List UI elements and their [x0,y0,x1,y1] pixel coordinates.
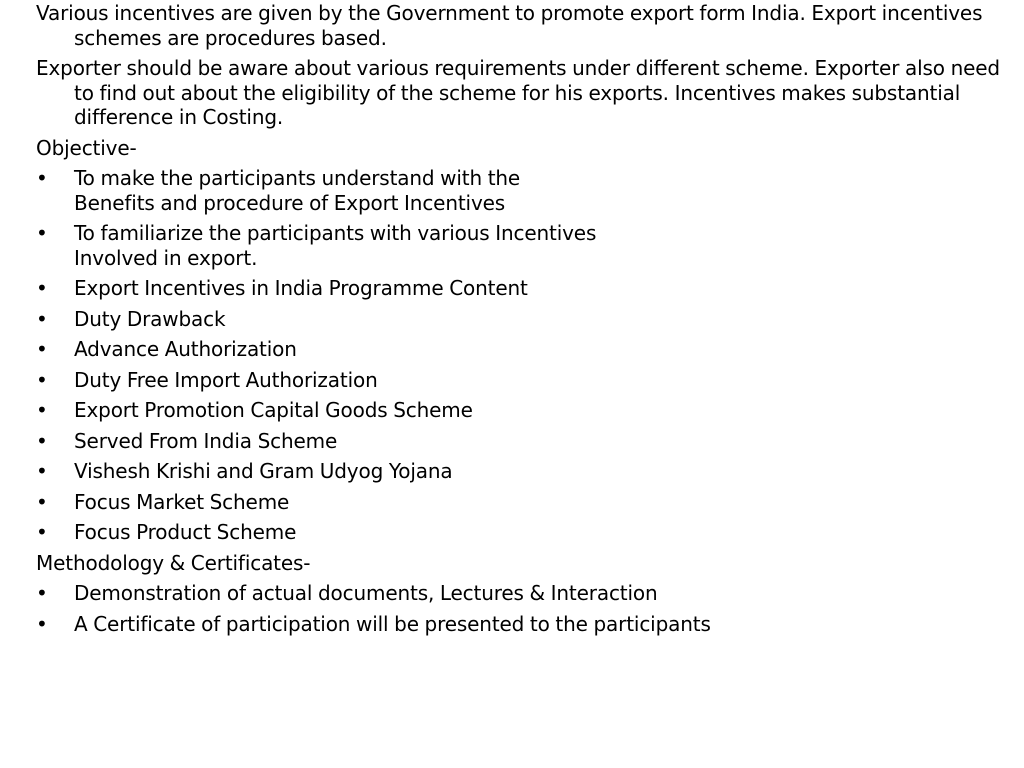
objective-item-line: Duty Drawback [74,306,226,331]
bullet-icon: • [36,221,48,245]
bullet-icon: • [36,306,48,331]
objective-item [36,337,1006,362]
methodology-item-line: A Certificate of participation will be presented to the participants [74,611,711,636]
objective-item [36,490,1006,515]
objective-heading: Objective- [36,135,137,160]
objective-item [36,221,1006,270]
bullet-icon: • [36,581,48,605]
objective-item [36,398,1006,423]
bullet-icon: • [36,459,48,483]
objective-item-line: To make the participants understand with the [74,166,521,190]
bullet-icon: • [36,520,48,544]
objective-item-line: Focus Product Scheme [74,520,297,544]
bullet-icon: • [36,166,48,190]
bullet-icon: • [36,489,48,514]
objective-item-line: Export Incentives in India Programme Content [74,276,528,300]
intro-paragraph: Various incentives are given by the Government to promote export form India. Export incentives schemes are procedures based. [36,1,983,50]
methodology-item [36,581,1006,606]
objective-item-line: To familiarize the participants with various Incentives [74,221,597,245]
objective-item-line: Focus Market Scheme [74,489,290,514]
bullet-icon: • [36,337,48,361]
bullet-icon: • [36,398,48,422]
objective-item [36,307,1006,332]
intro-paragraph: Exporter should be aware about various requirements under different scheme. Exporter also need to find out about the eligibility of the scheme for his exports. Incentives makes substantial difference in Costing. [36,56,1000,129]
objective-item [36,459,1006,484]
bullet-icon: • [36,367,48,392]
methodology-item-line: Demonstration of actual documents, Lectures & Interaction [74,581,658,605]
objective-item [36,429,1006,454]
objective-item [36,520,1006,545]
objective-item [36,368,1006,393]
objective-item [36,276,1006,301]
objective-item-line: Advance Authorization [74,337,297,361]
objective-item-line: Involved in export. [74,245,258,270]
objective-item-line: Benefits and procedure of Export Incentives [74,190,506,215]
objective-item [36,166,1006,215]
bullet-icon: • [36,611,48,636]
objective-item-line: Export Promotion Capital Goods Scheme [74,398,473,422]
bullet-icon: • [36,276,48,300]
objective-item-line: Served From India Scheme [74,428,338,453]
objective-item-line: Vishesh Krishi and Gram Udyog Yojana [74,459,453,483]
methodology-item [36,612,1006,637]
objective-item-line: Duty Free Import Authorization [74,367,378,392]
bullet-icon: • [36,428,48,453]
methodology-heading: Methodology & Certificates- [36,550,311,575]
